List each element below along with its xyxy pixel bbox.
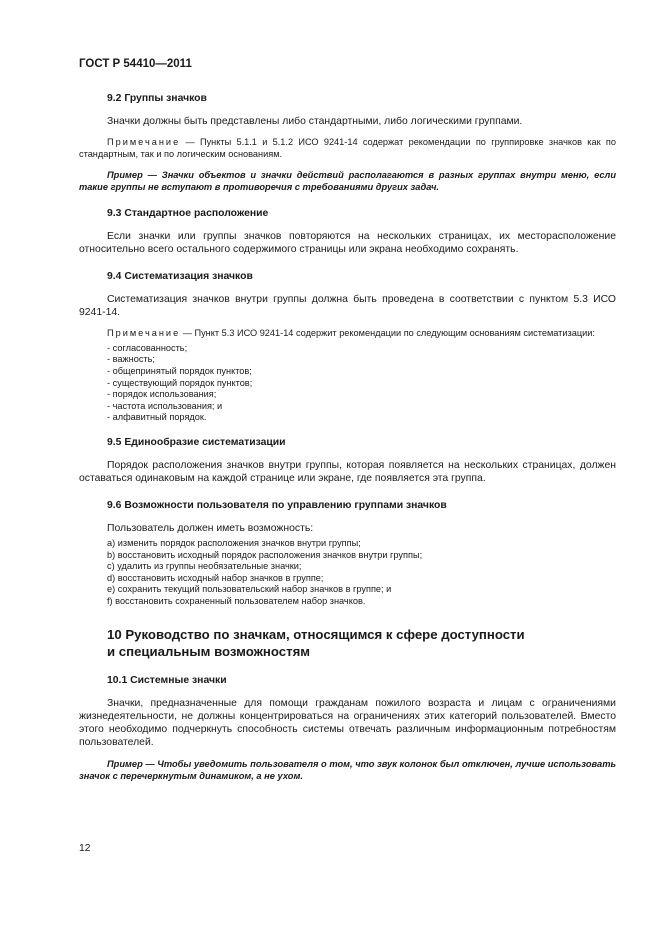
section-10-1-para: Значки, предназначенные для помощи гражданам пожилого возраста и лицам с ограничениями жизнедеятельности, не должны концентрироваться на ограничениях этих категорий пользователей. Вместо этого необходимо подчеркнуть способность системы отвечать различным информационным потребностям пользователей. (79, 697, 616, 748)
section-10-title (107, 626, 616, 660)
systematization-list (79, 343, 616, 424)
note-text: — Пункт 5.3 ИСО 9241-14 содержит рекомендации по следующим основаниям систематизации: (180, 328, 595, 339)
section-9-2-para: Значки должны быть представлены либо стандартными, либо логическими группами. (107, 116, 523, 127)
list-item: e) сохранить текущий пользовательский набор значков в группе; и (107, 584, 392, 595)
section-9-4-note (79, 328, 616, 340)
note-text: — Пункты 5.1.1 и 5.1.2 ИСО 9241-14 содержат рекомендации по группировке значков как по стандартным, так и по логическим основаниям. (79, 137, 616, 159)
section-9-6-intro: Пользователь должен иметь возможность: (107, 522, 314, 534)
list-item: b) восстановить исходный порядок расположения значков внутри группы; (107, 549, 423, 560)
section-10-1-example: Пример — Чтобы уведомить пользователя о том, что звук колонок был отключен, лучше использовать значок с перечеркнутым динамиком, а не ухом. (79, 758, 616, 781)
list-item: f) восстановить сохраненный пользователем набор значков. (107, 595, 366, 606)
list-item: - общепринятый порядок пунктов; (107, 366, 616, 378)
section-9-5-title: 9.5 Единообразие систематизации (107, 436, 286, 448)
page-number: 12 (79, 843, 91, 854)
section-9-3-title: 9.3 Стандартное расположение (107, 208, 269, 220)
section-10-title-line2: и специальным возможностям (107, 643, 311, 659)
list-item: a) изменить порядок расположения значков внутри группы; (107, 537, 361, 548)
list-item: - порядок использования; (107, 389, 616, 401)
section-9-6-title: 9.6 Возможности пользователя по управлению группами значков (107, 499, 447, 511)
list-item: - частота использования; и (107, 401, 616, 413)
section-9-2-example: Пример — Значки объектов и значки действий располагаются в разных группах внутри меню, если такие группы не вступают в противоречия с требованиями других задач. (79, 170, 616, 193)
section-9-3-para: Если значки или группы значков повторяются на нескольких страницах, их месторасположение относительно всего остального содержимого страницы или экрана необходимо сохранять. (79, 231, 616, 256)
document-header: ГОСТ Р 54410—2011 (79, 58, 192, 70)
list-item: - алфавитный порядок. (107, 412, 616, 424)
list-item: c) удалить из группы необязательные значки; (107, 561, 302, 572)
section-9-5-para: Порядок расположения значков внутри группы, которая появляется на нескольких страницах, должен оставаться одинаковым на каждой странице или экране, где появляется эта группа. (79, 459, 616, 484)
list-item: d) восстановить исходный набор значков в группе; (107, 572, 324, 583)
list-item: - согласованность; (107, 343, 616, 355)
section-9-4-title: 9.4 Систематизация значков (107, 271, 253, 283)
section-9-2-title: 9.2 Группы значков (107, 93, 207, 104)
list-item: - существующий порядок пунктов; (107, 378, 616, 390)
note-label: Примечание (107, 328, 181, 339)
page-content (79, 92, 616, 796)
section-10-title-line1: 10 Руководство по значкам, относящимся к сфере доступности (107, 626, 525, 642)
user-capabilities-list (79, 538, 616, 608)
section-10-1-title: 10.1 Системные значки (107, 674, 227, 686)
note-label: Примечание (107, 137, 181, 147)
section-9-4-para: Систематизация значков внутри группы должна быть проведена в соответствии с пунктом 5.3 ИСО 9241-14. (79, 294, 616, 319)
list-item: - важность; (107, 354, 616, 366)
section-9-2-note (79, 137, 616, 160)
